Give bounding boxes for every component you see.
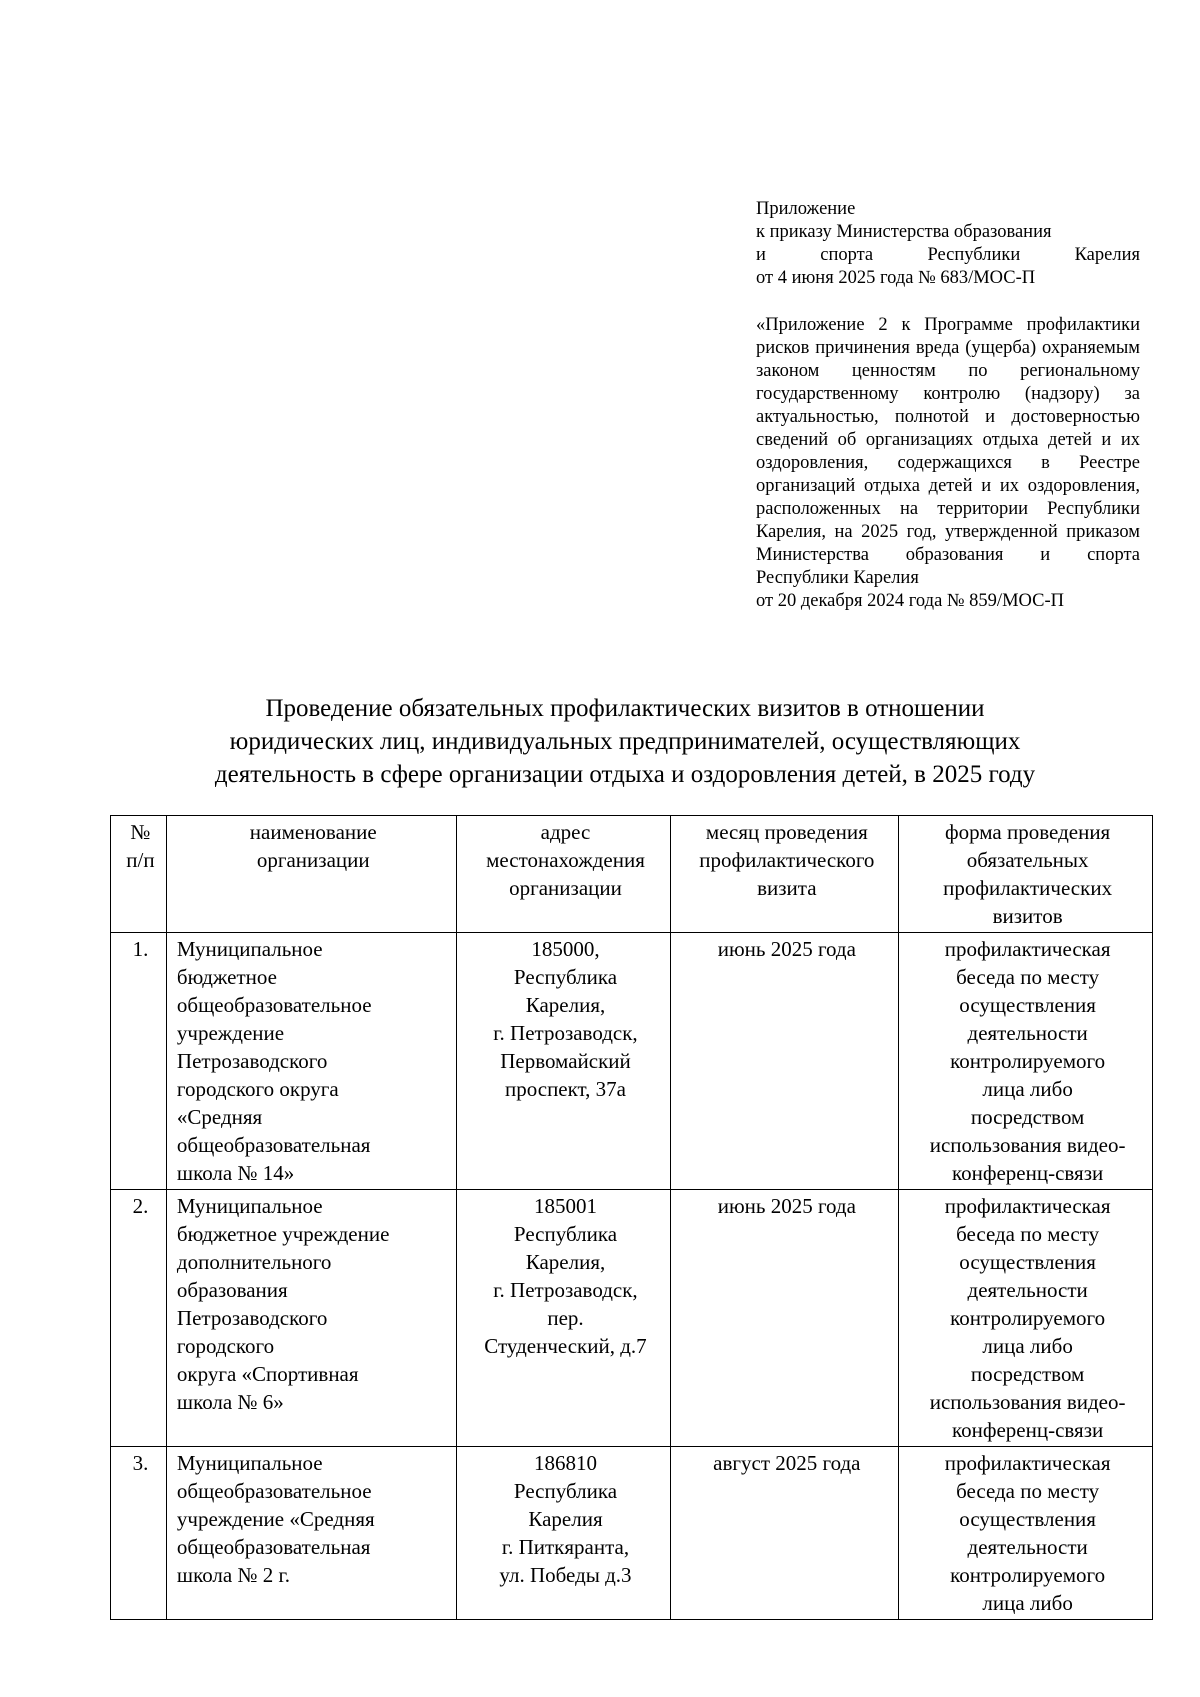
cell-text: использования видео- [929,1133,1126,1157]
cell-text: беседа по месту [956,1479,1100,1503]
cell-text: использования видео- [929,1390,1126,1414]
organization-name [166,1190,456,1447]
cell-text: Карелия, [525,1250,606,1274]
organization-address [456,1190,671,1447]
cell-text: Муниципальное [176,937,323,961]
cell-text: контролируемого [950,1049,1106,1073]
cell-text: проспект, 37а [504,1077,626,1101]
cell-text: общеобразовательная [176,1133,371,1157]
cell-text: профилактическая [944,1194,1111,1218]
appendix-line: от 4 июня 2025 года № 683/МОС-П [756,268,1036,288]
cell-text: городского [176,1334,275,1358]
annex2-text: «Приложение 2 к Программе профилактики рисков причинения вреда (ущерба) охраняемым законом ценностям по региональному государственному контролю (надзору) за актуальностью, полнотой и достоверностью сведений об организациях отдыха детей и их оздоровления, содержащихся в Реестре организаций отдыха детей и их оздоровления, расположенных на территории Республики Карелия, на 2025 год, утвержденной приказом Министерства образования и спорта Республики Карелия [756,315,1140,588]
appendix-block [756,198,1140,613]
cell-text: конференц-связи [952,1161,1104,1185]
cell-text: деятельности [967,1535,1088,1559]
cell-text: Петрозаводского [176,1049,328,1073]
cell-text: контролируемого [950,1563,1106,1587]
header-org: наименование организации [166,816,456,933]
visits-table [110,815,1153,1620]
table-row [111,933,1153,1190]
visit-form [899,1190,1153,1447]
cell-text: осуществления [959,1250,1096,1274]
cell-text: беседа по месту [956,965,1100,989]
cell-text: лица либо [982,1334,1073,1358]
visit-month: июнь 2025 года [671,933,899,1190]
organization-address [456,1447,671,1620]
visit-month: июнь 2025 года [671,1190,899,1447]
cell-text: профилактическая [944,937,1111,961]
appendix-line: и спорта Республики Карелия [756,245,1140,265]
cell-text: ул. Победы д.3 [499,1563,632,1587]
cell-text: учреждение «Средняя [176,1507,375,1531]
cell-text: учреждение [176,1021,285,1045]
cell-text: контролируемого [950,1306,1106,1330]
appendix-line: к приказу Министерства образования [756,222,1052,242]
cell-text: посредством [970,1105,1085,1129]
cell-text: Петрозаводского [176,1306,328,1330]
cell-text: конференц-связи [952,1418,1104,1442]
organization-name [166,1447,456,1620]
cell-text: Первомайский [500,1049,631,1073]
cell-text: г. Петрозаводск, [493,1021,638,1045]
cell-text: пер. [547,1306,584,1330]
organization-address [456,933,671,1190]
annex2-last-line: от 20 декабря 2024 года № 859/МОС-П [756,591,1064,611]
cell-text: дополнительного [176,1250,332,1274]
cell-text: Карелия [528,1507,603,1531]
visit-form [899,933,1153,1190]
cell-text: «Средняя [176,1105,263,1129]
cell-text: школа № 2 г. [176,1563,291,1587]
cell-text: Республика [513,1479,618,1503]
cell-text: посредством [970,1362,1085,1386]
cell-text: осуществления [959,993,1096,1017]
cell-text: беседа по месту [956,1222,1100,1246]
table-row [111,1190,1153,1447]
cell-text: Карелия, [525,993,606,1017]
cell-text: бюджетное учреждение [176,1222,390,1246]
cell-text: 185001 [533,1194,597,1218]
cell-text: г. Питкяранта, [501,1535,630,1559]
cell-text: лица либо [982,1591,1073,1615]
row-number: 2. [111,1190,167,1447]
row-number: 1. [111,933,167,1190]
cell-text: округа «Спортивная [176,1362,359,1386]
cell-text: деятельности [967,1021,1088,1045]
header-form: форма проведения обязательных профилактических визитов [899,816,1153,933]
cell-text: школа № 14» [176,1161,295,1185]
cell-text: деятельности [967,1278,1088,1302]
table-row [111,1447,1153,1620]
cell-text: г. Петрозаводск, [493,1278,638,1302]
cell-text: Муниципальное [176,1451,323,1475]
row-number: 3. [111,1447,167,1620]
cell-text: школа № 6» [176,1390,284,1414]
title-line: деятельность в сфере организации отдыха и оздоровления детей, в 2025 году [214,761,1036,788]
cell-text: профилактическая [944,1451,1111,1475]
header-address: адрес местонахождения организации [456,816,671,933]
appendix-line: Приложение [756,199,856,219]
cell-text: 185000, [531,937,600,961]
annex2-reference [756,314,1140,613]
cell-text: 186810 [533,1451,597,1475]
cell-text: Республика [513,1222,618,1246]
cell-text: общеобразовательная [176,1535,371,1559]
cell-text: общеобразовательное [176,1479,372,1503]
cell-text: общеобразовательное [176,993,372,1017]
cell-text: городского округа [176,1077,339,1101]
visit-month: август 2025 года [671,1447,899,1620]
cell-text: бюджетное [176,965,277,989]
organization-name [166,933,456,1190]
document-title [110,692,1140,791]
cell-text: Студенческий, д.7 [484,1334,647,1358]
title-line: юридических лиц, индивидуальных предпринимателей, осуществляющих [229,728,1021,755]
cell-text: образования [176,1278,288,1302]
cell-text: Республика [513,965,618,989]
cell-text: Муниципальное [176,1194,323,1218]
header-month: месяц проведения профилактического визита [671,816,899,933]
cell-text: лица либо [982,1077,1073,1101]
cell-text: осуществления [959,1507,1096,1531]
header-num: № п/п [111,816,167,933]
visit-form [899,1447,1153,1620]
title-line: Проведение обязательных профилактических визитов в отношении [265,695,985,722]
table-header-row [111,816,1153,933]
